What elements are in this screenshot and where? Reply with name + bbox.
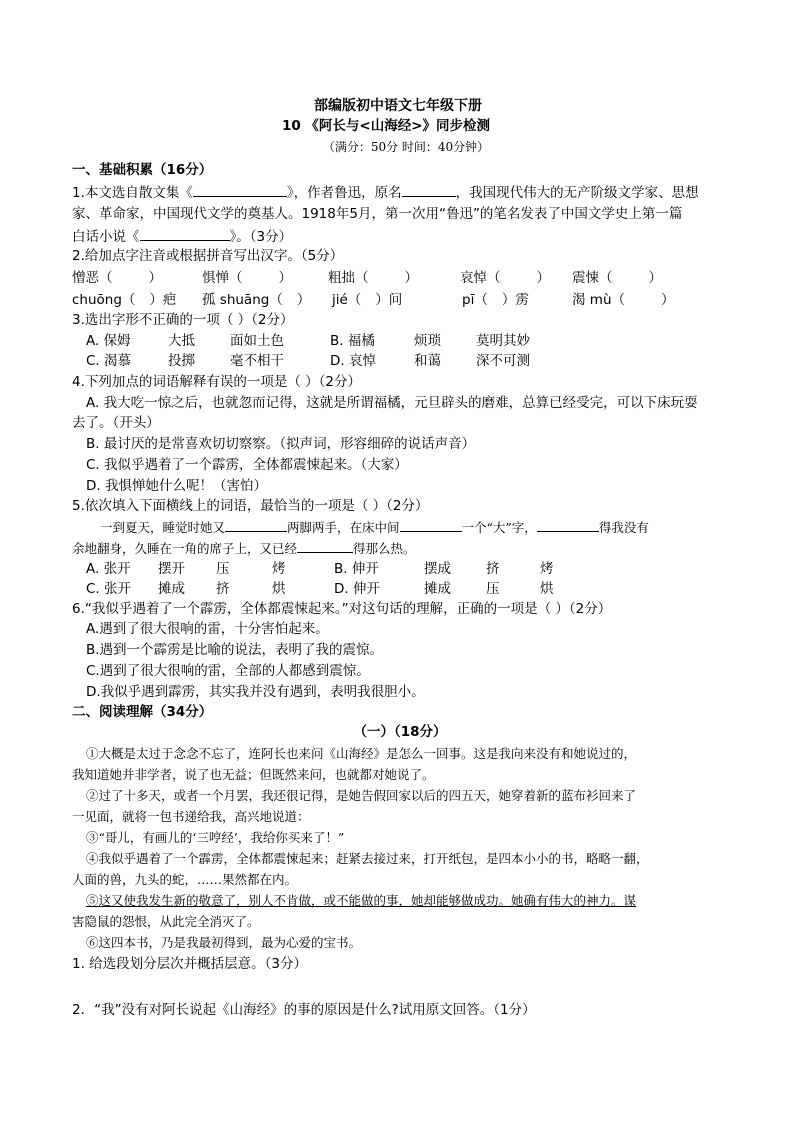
q2-stem: 2.给加点字注音或根据拼音写出汉字。（5分） xyxy=(72,248,344,264)
q4-stem: 4.下列加点的词语解释有误的一项是（ ）（2分） xyxy=(72,374,362,390)
passage-p4a: ④我似乎遇着了一个霹雳，全体都震悚起来；赶紧去接过来，打开纸包，是四本小小的书，略略一翻， xyxy=(86,851,649,866)
passage-p5a: ⑤这又使我发生新的敬意了，别人不肯做，或不能做的事，她却能够做成功。她确有伟大的神力。谋 xyxy=(86,893,637,908)
part2-section-title: （一）（18分） xyxy=(353,724,447,740)
q3-stem: 3.选出字形不正确的一项（ ）（2分） xyxy=(72,312,294,328)
passage-p1b: 我知道她并非学者，说了也无益；但既然来问，也就都对她说了。 xyxy=(72,767,435,782)
q4-option-c: C. 我似乎遇着了一个霹雳，全体都震悚起来。（大家） xyxy=(86,457,408,473)
q4-option-a1: A. 我大吃一惊之后，也就忽而记得，这就是所谓福橘，元旦辟头的磨难，总算已经受完，可以下床玩耍 xyxy=(86,395,698,411)
q5-blank-4[interactable] xyxy=(297,538,353,553)
q1-blank-collection[interactable] xyxy=(193,182,287,197)
q4-option-b: B. 最讨厌的是常喜欢切切察察。（拟声词，形容细碎的说话声音） xyxy=(86,436,476,452)
q4-option-a2: 去了。（开头） xyxy=(72,415,160,431)
q3-row1: A. 保姆 大抵 面如土色 B. 福橘 烦琐 莫明其妙 xyxy=(86,333,530,349)
q5-stem: 5.依次填入下面横线上的词语，最恰当的一项是（ ）（2分） xyxy=(72,498,429,514)
q1-blank-novel[interactable] xyxy=(140,226,230,241)
q5-passage-line1: 一到夏天，睡觉时她又 两脚两手，在床中间 一个“大”字， 得我没有 xyxy=(100,517,752,538)
q1-line2: 家、革命家，中国现代文学的奠基人。1918年5月，第一次用“鲁迅”的笔名发表了中国文学史上第一篇 xyxy=(72,206,683,222)
q6-option-b: B.遇到一个霹雳是比喻的说法，表明了我的震惊。 xyxy=(86,642,384,658)
passage-p1a: ①大概是太过于念念不忘了，连阿长也来问《山海经》是怎么一回事。这是我向来没有和她说过的， xyxy=(86,746,637,761)
q5-row2: C. 张开 摊成 挤 烘 D. 伸开 摊成 压 烘 xyxy=(86,581,554,597)
q1-blank-name[interactable] xyxy=(402,182,456,197)
passage-p2b: 一见面，就将一包书递给我，高兴地说道： xyxy=(72,809,310,824)
passage-p2a: ②过了十多天，或者一个月罢，我还很记得，是她告假回家以后的四五天，她穿着新的蓝布衫回来了 xyxy=(86,788,637,803)
q6-option-d: D.我似乎遇到霹雳，其实我并没有遇到，表明我很胆小。 xyxy=(86,684,425,700)
q1-line3: 白话小说《 》。（3分） xyxy=(72,226,724,247)
q2-row1: 憎恶（ ） 惧惮（ ） 粗拙（ ） 哀悼（ ） 震悚（ ） xyxy=(72,270,662,286)
passage-p6: ⑥这四本书，乃是我最初得到，最为心爱的宝书。 xyxy=(86,935,362,950)
doc-subtitle: 10 《阿长与<山海经>》同步检测 xyxy=(281,118,491,134)
doc-meta: （满分：50分 时间：40分钟） xyxy=(322,140,490,154)
q3-row2: C. 渴慕 投掷 毫不相干 D. 哀悼 和蔼 深不可测 xyxy=(86,353,530,369)
q5-row1: A. 张开 摆开 压 烤 B. 伸开 摆成 挤 烤 xyxy=(86,561,554,577)
part1-heading: 一、基础积累（16分） xyxy=(72,162,213,178)
q2-row2: chuōng（ ）疤 孤 shuāng（ ） jié（ ）问 pī（ ）雳 渴 mù（ ） xyxy=(72,292,675,308)
q6-option-a: A.遇到了很大很响的雷，十分害怕起来。 xyxy=(86,621,329,637)
q6-option-c: C.遇到了很大很响的雷，全部的人都感到震惊。 xyxy=(86,663,370,679)
reading-q1: 1. 给选段划分层次并概括层意。（3分） xyxy=(72,956,308,972)
q1-line1: 1.本文选自散文集《 》，作者鲁迅，原名 ，我国现代伟大的无产阶级文学家、思想 xyxy=(72,182,724,203)
passage-p3: ③“哥儿，有画儿的‘三哼经’，我给你买来了！” xyxy=(86,830,345,845)
doc-title: 部编版初中语文七年级下册 xyxy=(314,98,482,114)
q5-blank-2[interactable] xyxy=(400,517,462,532)
reading-q2: 2．“我”没有对阿长说起《山海经》的事的原因是什么?试用原文回答。（1分） xyxy=(72,1002,536,1018)
q6-stem: 6.“我似乎遇着了一个霹雳，全体都震悚起来。”对这句话的理解，正确的一项是（ ）（2分） xyxy=(72,601,612,617)
passage-p4b: 人面的兽，九头的蛇，……果然都在内。 xyxy=(72,872,298,887)
passage-p5b: 害隐鼠的怨恨，从此完全消灭了。 xyxy=(72,914,260,929)
part2-heading: 二、阅读理解（34分） xyxy=(72,704,213,720)
q5-blank-3[interactable] xyxy=(537,517,599,532)
q4-option-d: D. 我惧惮她什么呢！（害怕） xyxy=(86,478,267,494)
q5-blank-1[interactable] xyxy=(225,517,287,532)
q5-passage-line2: 余地翻身，久睡在一角的席子上，又已经 得那么热。 xyxy=(72,538,724,559)
